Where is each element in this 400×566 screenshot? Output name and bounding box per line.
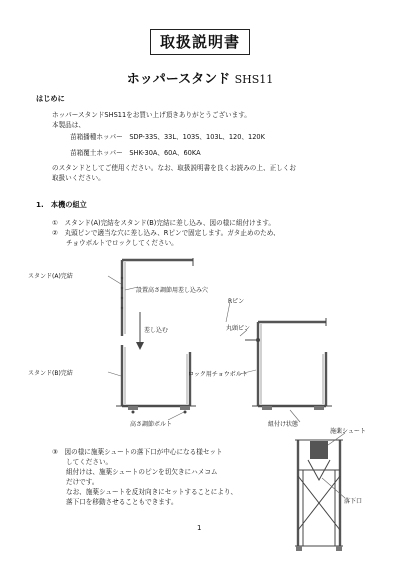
chute-figure [295,433,345,551]
product-name: ホッパースタンド [126,72,231,87]
label-assembled: 組付け状態 [268,421,299,428]
page-number: 1 [197,524,202,532]
step-text: ③ 図の様に施薬シュートの落下口が中心になる様セット [52,448,223,456]
product-model: SHS11 [234,73,274,86]
step-text: してください。 [66,458,113,466]
label-height-bolt: 高さ調節ボルト [130,421,173,428]
intro-heading: はじめに [36,94,65,103]
step-text: だけです。 [66,478,99,486]
label-r-pin: Rピン [228,298,245,305]
document-title: 取扱説明書 [150,29,250,55]
stand-b-drawing [116,345,196,414]
label-drop-port: 落下口 [344,498,363,505]
intro-model-list: 苗箱播種ホッパー SDP-33S、33L、103S、103L、120、120K [70,133,265,141]
step-text: 組付けは、施薬シュートのピンを切欠きにハメコム [66,468,218,476]
step-text: 落下口を移動させることもできます。 [66,498,178,506]
label-chute: 施薬シュート [330,428,366,435]
intro-model-list: 苗箱覆土ホッパー SHK-30A、60A、60KA [70,149,201,157]
section-heading: 1. 本機の組立 [36,200,87,209]
step-text: ① スタンド(A)完結をスタンド(B)完結に差し込み、図の様に組付けます。 [52,219,275,227]
label-round-pin: 丸頭ピン [226,325,251,332]
label-wing-bolt: ロック用チョウボルト [188,371,248,378]
step-text: ② 丸頭ピンで適当な穴に差し込み、Rピンで固定します。ガタ止めのため、 [52,229,280,237]
intro-line: のスタンドとしてご使用ください。なお、取扱説明書を良くお読みの上、正しくお [52,164,296,172]
label-height-hole: 設置高さ調節用差し込み穴 [136,287,209,294]
label-stand-b: スタンド(B)完結 [28,370,73,377]
step-text: なお、施薬シュートを反対向きにセットすることにより、 [66,488,238,496]
label-insert: 差し込む [144,327,169,334]
label-stand-a: スタンド(A)完結 [28,273,73,280]
intro-line: 本製品は、 [52,121,85,129]
assembled-stand-drawing [245,318,332,410]
intro-line: 取扱いください。 [52,174,105,182]
step-text: チョウボルトでロックしてください。 [66,239,178,247]
intro-line: ホッパースタンドSHS11をお買い上げ頂きありがとうございます。 [52,111,251,119]
